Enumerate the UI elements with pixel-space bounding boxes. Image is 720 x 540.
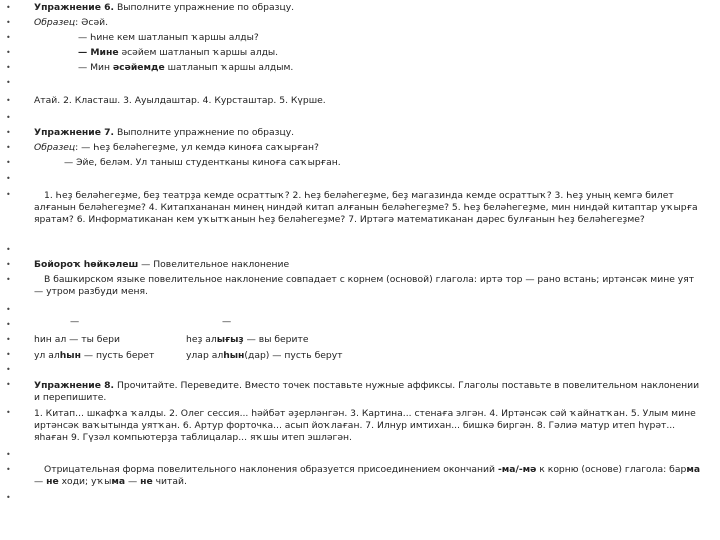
bullet: • bbox=[6, 48, 11, 57]
sample-label: Образец bbox=[34, 142, 76, 153]
exercise-8-task: Прочитайте. Переведите. Вместо точек поставьте нужные аффиксы. Глаголы поставьте в повелительном наклонении и перепишите. bbox=[34, 380, 700, 403]
dash-1: — bbox=[70, 316, 80, 327]
bullet: • bbox=[6, 96, 11, 105]
example-1-pre: һин ал bbox=[34, 334, 67, 345]
imperative-example-3 bbox=[34, 350, 154, 362]
dash-2: — bbox=[222, 316, 232, 327]
sample-label: Образец bbox=[34, 17, 76, 28]
bullet: • bbox=[6, 350, 11, 359]
exercise-7-title: Упрaжнение 7. bbox=[34, 127, 115, 138]
exercise-6-sample bbox=[34, 17, 108, 29]
negative-form-text bbox=[34, 464, 706, 488]
bullet: • bbox=[6, 174, 11, 183]
bullet: • bbox=[6, 260, 11, 269]
exercise-8-text: 1. Китап... шкафҡа ҡалды. 2. Олег сессия... һәйбәт әҙерләнгән. 3. Картина... стенаға элгән. 4. Иртәнсәк сәй ҡайнатҡан. 5. Улым мине иртәнсәк ваҡытында уятҡан. 6. Артур форточка... асып йоҡлаған. 7. Илнур имтихан... бишкә биргән. 8. Гәлиә матур итеп һүрәт... яһаған 9. Гүзәл компьютерҙа таблицалар... яҡшы итеп эшләгән. bbox=[34, 408, 696, 443]
bullet: • bbox=[6, 465, 11, 474]
bullet: • bbox=[6, 3, 11, 12]
bullet: • bbox=[6, 320, 11, 329]
bullet: • bbox=[6, 493, 11, 502]
bullet: • bbox=[6, 450, 11, 459]
example-2-rest: — вы берите bbox=[243, 334, 309, 345]
exercise-7-task: Выполните упражнение по образцу. bbox=[114, 127, 295, 138]
bullet: • bbox=[6, 245, 11, 254]
exercise-8-title: Упражнение 8. bbox=[34, 380, 115, 391]
negative-bold-4: не bbox=[140, 476, 153, 487]
bullet: • bbox=[6, 63, 11, 72]
bullet: • bbox=[6, 190, 11, 199]
imperative-example-2 bbox=[186, 334, 309, 346]
example-3-pre: ул ал bbox=[34, 350, 60, 361]
negative-suffix: -ма/-мә bbox=[497, 464, 537, 475]
sample-line-3-pre: — Мин bbox=[78, 62, 113, 73]
negative-bold-2: не bbox=[46, 476, 59, 487]
sample-word: : Әсәй. bbox=[75, 17, 108, 28]
negative-text-5: — bbox=[125, 476, 141, 487]
exercise-6-heading bbox=[34, 2, 294, 14]
bullet: • bbox=[6, 408, 11, 417]
sample-line-2-rest: әсәйем шатланып ҡаршы алды. bbox=[118, 47, 279, 58]
negative-text-4: ходи; уҡы bbox=[58, 476, 112, 487]
bullet: • bbox=[6, 305, 11, 314]
negative-text-3: — bbox=[34, 476, 47, 487]
sample-line-3-rest: шатланып ҡаршы алдым. bbox=[164, 62, 294, 73]
exercise-6-title: Упражнение 6. bbox=[34, 2, 115, 13]
bullet: • bbox=[6, 335, 11, 344]
sample-text: : — Һеҙ беләһегеҙме, ул кемдә киноға саҡырған? bbox=[75, 142, 319, 153]
exercise-7-sample bbox=[34, 142, 319, 154]
imperative-title: Бойороҡ һөйкәлеш bbox=[34, 259, 139, 270]
sample-line-2-bold: — Мине bbox=[78, 47, 119, 58]
bullet: • bbox=[6, 78, 11, 87]
sample-answer: — Эйе, беләм. Ул таныш студентканы киноға саҡырған. bbox=[64, 157, 341, 168]
imperative-example-1 bbox=[34, 334, 120, 346]
bullet: • bbox=[6, 158, 11, 167]
negative-text-6: читай. bbox=[152, 476, 187, 487]
example-3-rest: — пусть берет bbox=[80, 350, 155, 361]
example-2-bold: ығыҙ bbox=[216, 334, 244, 345]
bullet: • bbox=[6, 33, 11, 42]
exercise-8-heading bbox=[34, 380, 706, 404]
bullet: • bbox=[6, 18, 11, 27]
imperative-example-4 bbox=[186, 350, 343, 362]
bullet: • bbox=[6, 113, 11, 122]
sample-line-3 bbox=[78, 62, 293, 74]
imperative-heading bbox=[34, 259, 289, 271]
example-4-bold: һын bbox=[223, 350, 245, 361]
example-1-rest: — ты бери bbox=[66, 334, 120, 345]
sample-line-2 bbox=[78, 47, 278, 59]
exercise-6-words: Атай. 2. Класташ. 3. Ауылдаштар. 4. Курсташтар. 5. Күрше. bbox=[34, 95, 326, 106]
sample-line-3-bold: әсәйемде bbox=[112, 62, 165, 73]
bullet: • bbox=[6, 275, 11, 284]
negative-bold-3: ма bbox=[111, 476, 126, 487]
negative-bold-1: ма bbox=[686, 464, 701, 475]
example-2-pre: һеҙ ал bbox=[186, 334, 217, 345]
bullet: • bbox=[6, 380, 11, 389]
exercise-7-text: 1. Һеҙ беләһегеҙме, беҙ театрҙа кемде осраттыҡ? 2. Һеҙ беләһегеҙме, беҙ магазинда кемде осраттыҡ? 3. Һеҙ уның кемгә билет алғанын беләһегеҙме? 4. Китапхананан минең ниндәй китап алғанын беләһегеҙме? 5. Һеҙ беләһегеҙме, мин ниндәй китаптар уҡырға яратам? 6. Информатиканан кем уҡытҡанын Һеҙ беләһегеҙме? 7. Иртәгә математиканан дәрес булғанын Һеҙ беләһегеҙме? bbox=[34, 190, 698, 225]
exercise-7-heading bbox=[34, 127, 294, 139]
exercise-6-task: Выполните упражнение по образцу. bbox=[114, 2, 295, 13]
example-3-bold: һын bbox=[59, 350, 81, 361]
bullet: • bbox=[6, 143, 11, 152]
negative-text-2: к корню (основе) глагола: бар bbox=[536, 464, 687, 475]
example-4-pre: улар ал bbox=[186, 350, 224, 361]
example-4-rest: (дар) — пусть берут bbox=[244, 350, 343, 361]
bullet: • bbox=[6, 128, 11, 137]
imperative-title-rest: — Повелительное наклонение bbox=[138, 259, 290, 270]
bullet: • bbox=[6, 365, 11, 374]
negative-intro: Отрицательная форма повелительного наклонения образуется присоединением окончаний bbox=[44, 464, 498, 475]
sample-line-1: — Һине кем шатланып ҡаршы алды? bbox=[78, 32, 259, 43]
imperative-text: В башкирском языке повелительное наклонение совпадает с корнем (основой) глагола: иртә тор — рано встань; иртәнсәк мине уят — утром разбуди меня. bbox=[34, 274, 695, 297]
